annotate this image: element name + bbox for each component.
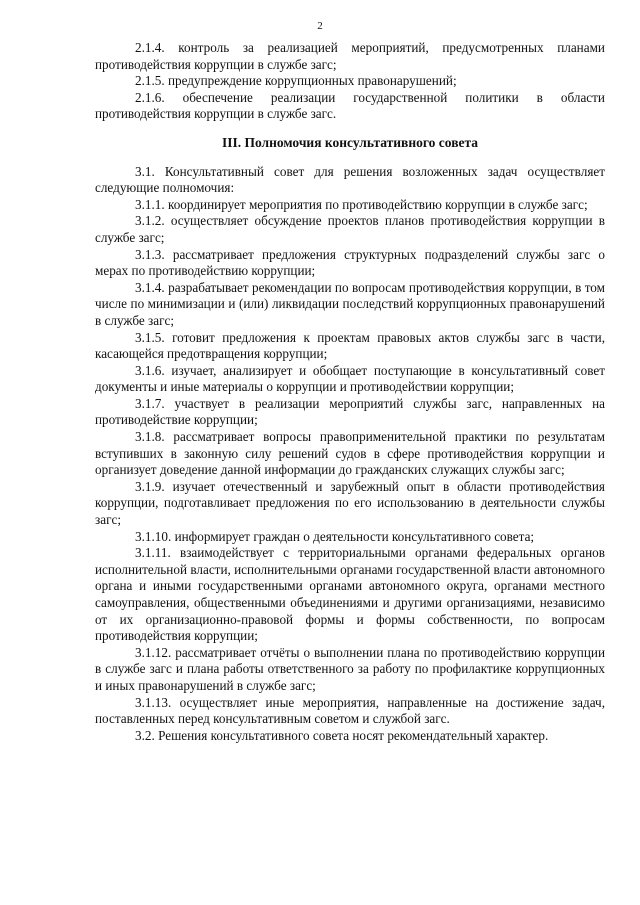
document-body [95, 40, 605, 744]
paragraph-2-1-6: 2.1.6. обеспечение реализации государственной политики в области противодействия коррупции в службе загс. [95, 89, 605, 122]
paragraph-3-1: 3.1. Консультативный совет для решения возложенных задач осуществляет следующие полномочия: [95, 163, 605, 196]
paragraph-3-1-13: 3.1.13. осуществляет иные мероприятия, направленные на достижение задач, поставленных перед консультативным советом и службой загс. [95, 694, 605, 727]
section-heading: III. Полномочия консультативного совета [221, 134, 479, 150]
paragraph-3-1-12: 3.1.12. рассматривает отчёты о выполнении плана по противодействию коррупции в службе загс и плана работы ответственного за работу по профилактике коррупционных и иных правонарушений в службе загс; [95, 644, 605, 693]
paragraph-3-1-4: 3.1.4. разрабатывает рекомендации по вопросам противодействия коррупции, в том числе по минимизации и (или) ликвидации последствий коррупционных правонарушений в службе загс; [95, 279, 605, 328]
paragraph-3-1-1: 3.1.1. координирует мероприятия по противодействию коррупции в службе загс; [135, 196, 588, 212]
paragraph-3-1-3: 3.1.3. рассматривает предложения структурных подразделений службы загс о мерах по противодействию коррупции; [95, 246, 605, 279]
paragraph-2-1-4: 2.1.4. контроль за реализацией мероприятий, предусмотренных планами противодействия коррупции в службе загс; [95, 40, 605, 72]
page-number: 2 [317, 20, 323, 32]
paragraph-3-1-6: 3.1.6. изучает, анализирует и обобщает поступающие в консультативный совет документы и иные материалы о коррупции и противодействии коррупции; [95, 362, 605, 395]
paragraph-3-1-2: 3.1.2. осуществляет обсуждение проектов планов противодействия коррупции в службе загс; [95, 213, 605, 245]
paragraph-3-1-7: 3.1.7. участвует в реализации мероприятий службы загс, направленных на противодействие коррупции; [95, 395, 605, 428]
paragraph-3-2: 3.2. Решения консультативного совета носят рекомендательный характер. [135, 727, 549, 743]
paragraph-2-1-5: 2.1.5. предупреждение коррупционных правонарушений; [135, 73, 457, 89]
paragraph-3-1-11: 3.1.11. взаимодействует с территориальными органами федеральных органов исполнительной власти, исполнительными органами государственной власти автономного органа и иными государственными органами автономного округа, органами местного самоуправления, общественными объединениями и другими организациями, независимо от их организационно-правовой формы и формы собственности, по вопросам противодействия коррупции; [95, 545, 605, 644]
paragraph-3-1-8: 3.1.8. рассматривает вопросы правоприменительной практики по результатам вступивших в законную силу решений судов в сфере противодействия коррупции и организует доведение данной информации до гражданских служащих службы загс; [95, 429, 605, 478]
paragraph-3-1-9: 3.1.9. изучает отечественный и зарубежный опыт в области противодействия коррупции, подготавливает предложения по его использованию в деятельности службы загс; [95, 478, 605, 528]
paragraph-3-1-5: 3.1.5. готовит предложения к проектам правовых актов службы загс в части, касающейся предотвращения коррупции; [95, 329, 605, 362]
paragraph-3-1-10: 3.1.10. информирует граждан о деятельности консультативного совета; [135, 528, 535, 544]
